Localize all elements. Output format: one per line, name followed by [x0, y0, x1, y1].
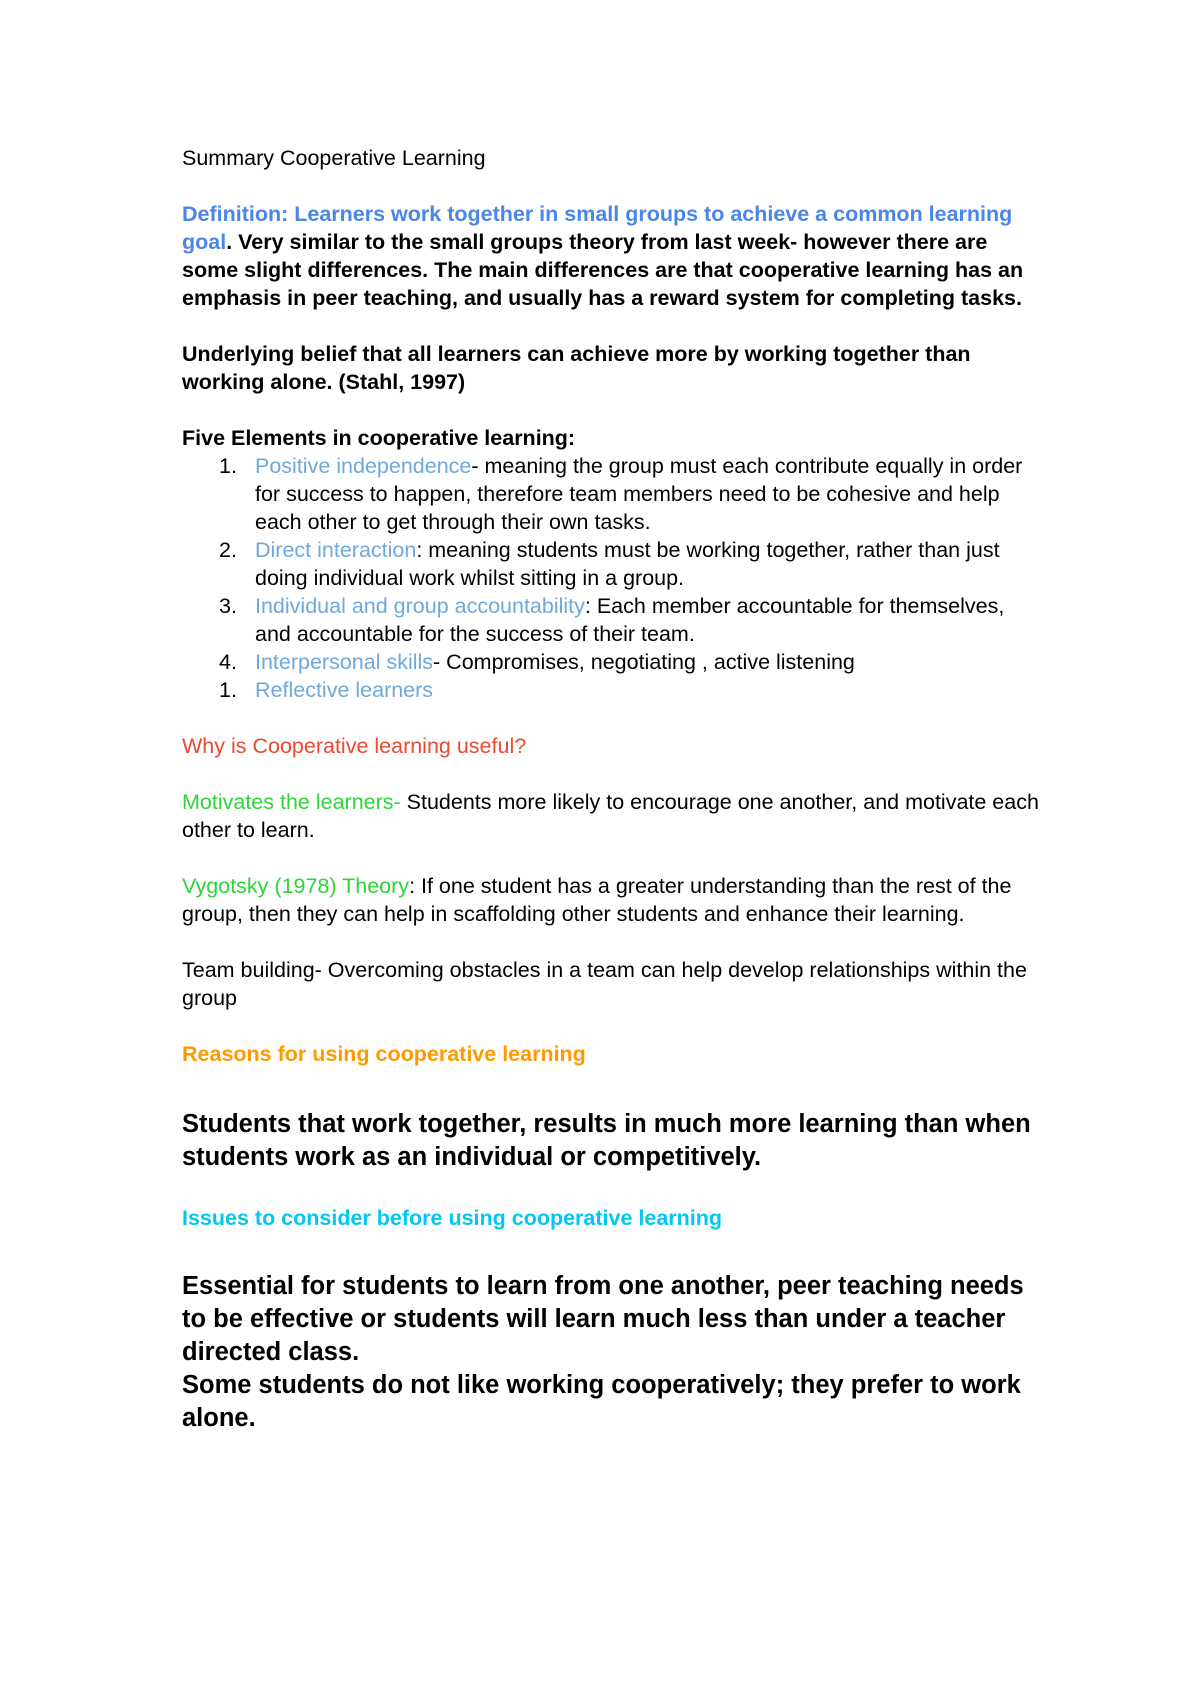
list-item-number: 3.: [219, 594, 237, 618]
list-item-text: : meaning students must be working together, rather than just doing individual work whilst sitting in a group.: [255, 538, 1000, 590]
list-item-term: Positive independence: [255, 454, 472, 478]
list-item: [182, 592, 1042, 648]
list-item-number: 4.: [219, 650, 237, 674]
list-item-term: Interpersonal skills: [255, 650, 434, 674]
reasons-heading: Reasons for using cooperative learning: [182, 1042, 586, 1066]
vygotsky-text: : If one student has a greater understanding than the rest of the group, then they can help in scaffolding other students and enhance their learning.: [182, 874, 1012, 926]
motivates-paragraph: [182, 788, 1042, 844]
definition-paragraph: [182, 200, 1042, 312]
list-item: [182, 536, 1042, 592]
list-item-term: Individual and group accountability: [255, 594, 585, 618]
list-item: [182, 452, 1042, 536]
five-elements-heading: Five Elements in cooperative learning:: [182, 426, 576, 450]
list-item-number: 1.: [219, 678, 237, 702]
belief-paragraph: Underlying belief that all learners can achieve more by working together than working alone. (Stahl, 1997): [182, 342, 971, 394]
document-title: Summary Cooperative Learning: [182, 146, 486, 170]
vygotsky-paragraph: [182, 872, 1042, 928]
team-building-paragraph: Team building- Overcoming obstacles in a team can help develop relationships within the group: [182, 958, 1027, 1010]
reasons-paragraph: Students that work together, results in much more learning than when students work as an individual or competitively.: [182, 1110, 1031, 1171]
list-item: [182, 648, 1042, 676]
list-item: [182, 676, 1042, 704]
list-item-text: : Each member accountable for themselves, and accountable for the success of their team.: [255, 594, 1005, 646]
list-item-text: - Compromises, negotiating , active listening: [433, 650, 855, 674]
list-item-text: - meaning the group must each contribute equally in order for success to happen, therefore team members need to be cohesive and help each other to get through their own tasks.: [255, 454, 1023, 534]
vygotsky-term: Vygotsky (1978) Theory: [182, 874, 410, 898]
list-item-number: 1.: [219, 454, 237, 478]
list-item-term: Reflective learners: [255, 678, 434, 702]
issues-heading: Issues to consider before using cooperative learning: [182, 1206, 723, 1230]
five-elements-section: [182, 424, 1042, 704]
why-heading: Why is Cooperative learning useful?: [182, 734, 527, 758]
list-item-term: Direct interaction: [255, 538, 417, 562]
issues-paragraph-1: Essential for students to learn from one another, peer teaching needs to be effective or students will learn much less than under a teacher directed class.: [182, 1272, 1024, 1366]
five-elements-list: [182, 452, 1042, 704]
motivates-term: Motivates the learners-: [182, 790, 401, 814]
definition-rest: . Very similar to the small groups theory from last week- however there are some slight differences. The main differences are that cooperative learning has an emphasis in peer teaching, and usually has a reward system for completing tasks.: [182, 230, 1024, 310]
motivates-text: Students more likely to encourage one another, and motivate each other to learn.: [182, 790, 1039, 842]
issues-paragraphs: [182, 1270, 1042, 1435]
issues-paragraph-2: Some students do not like working cooperatively; they prefer to work alone.: [182, 1371, 1021, 1432]
definition-lead: Definition: Learners work together in small groups to achieve a common learning goal: [182, 202, 1013, 254]
document-body: [182, 144, 1042, 1435]
list-item-number: 2.: [219, 538, 237, 562]
